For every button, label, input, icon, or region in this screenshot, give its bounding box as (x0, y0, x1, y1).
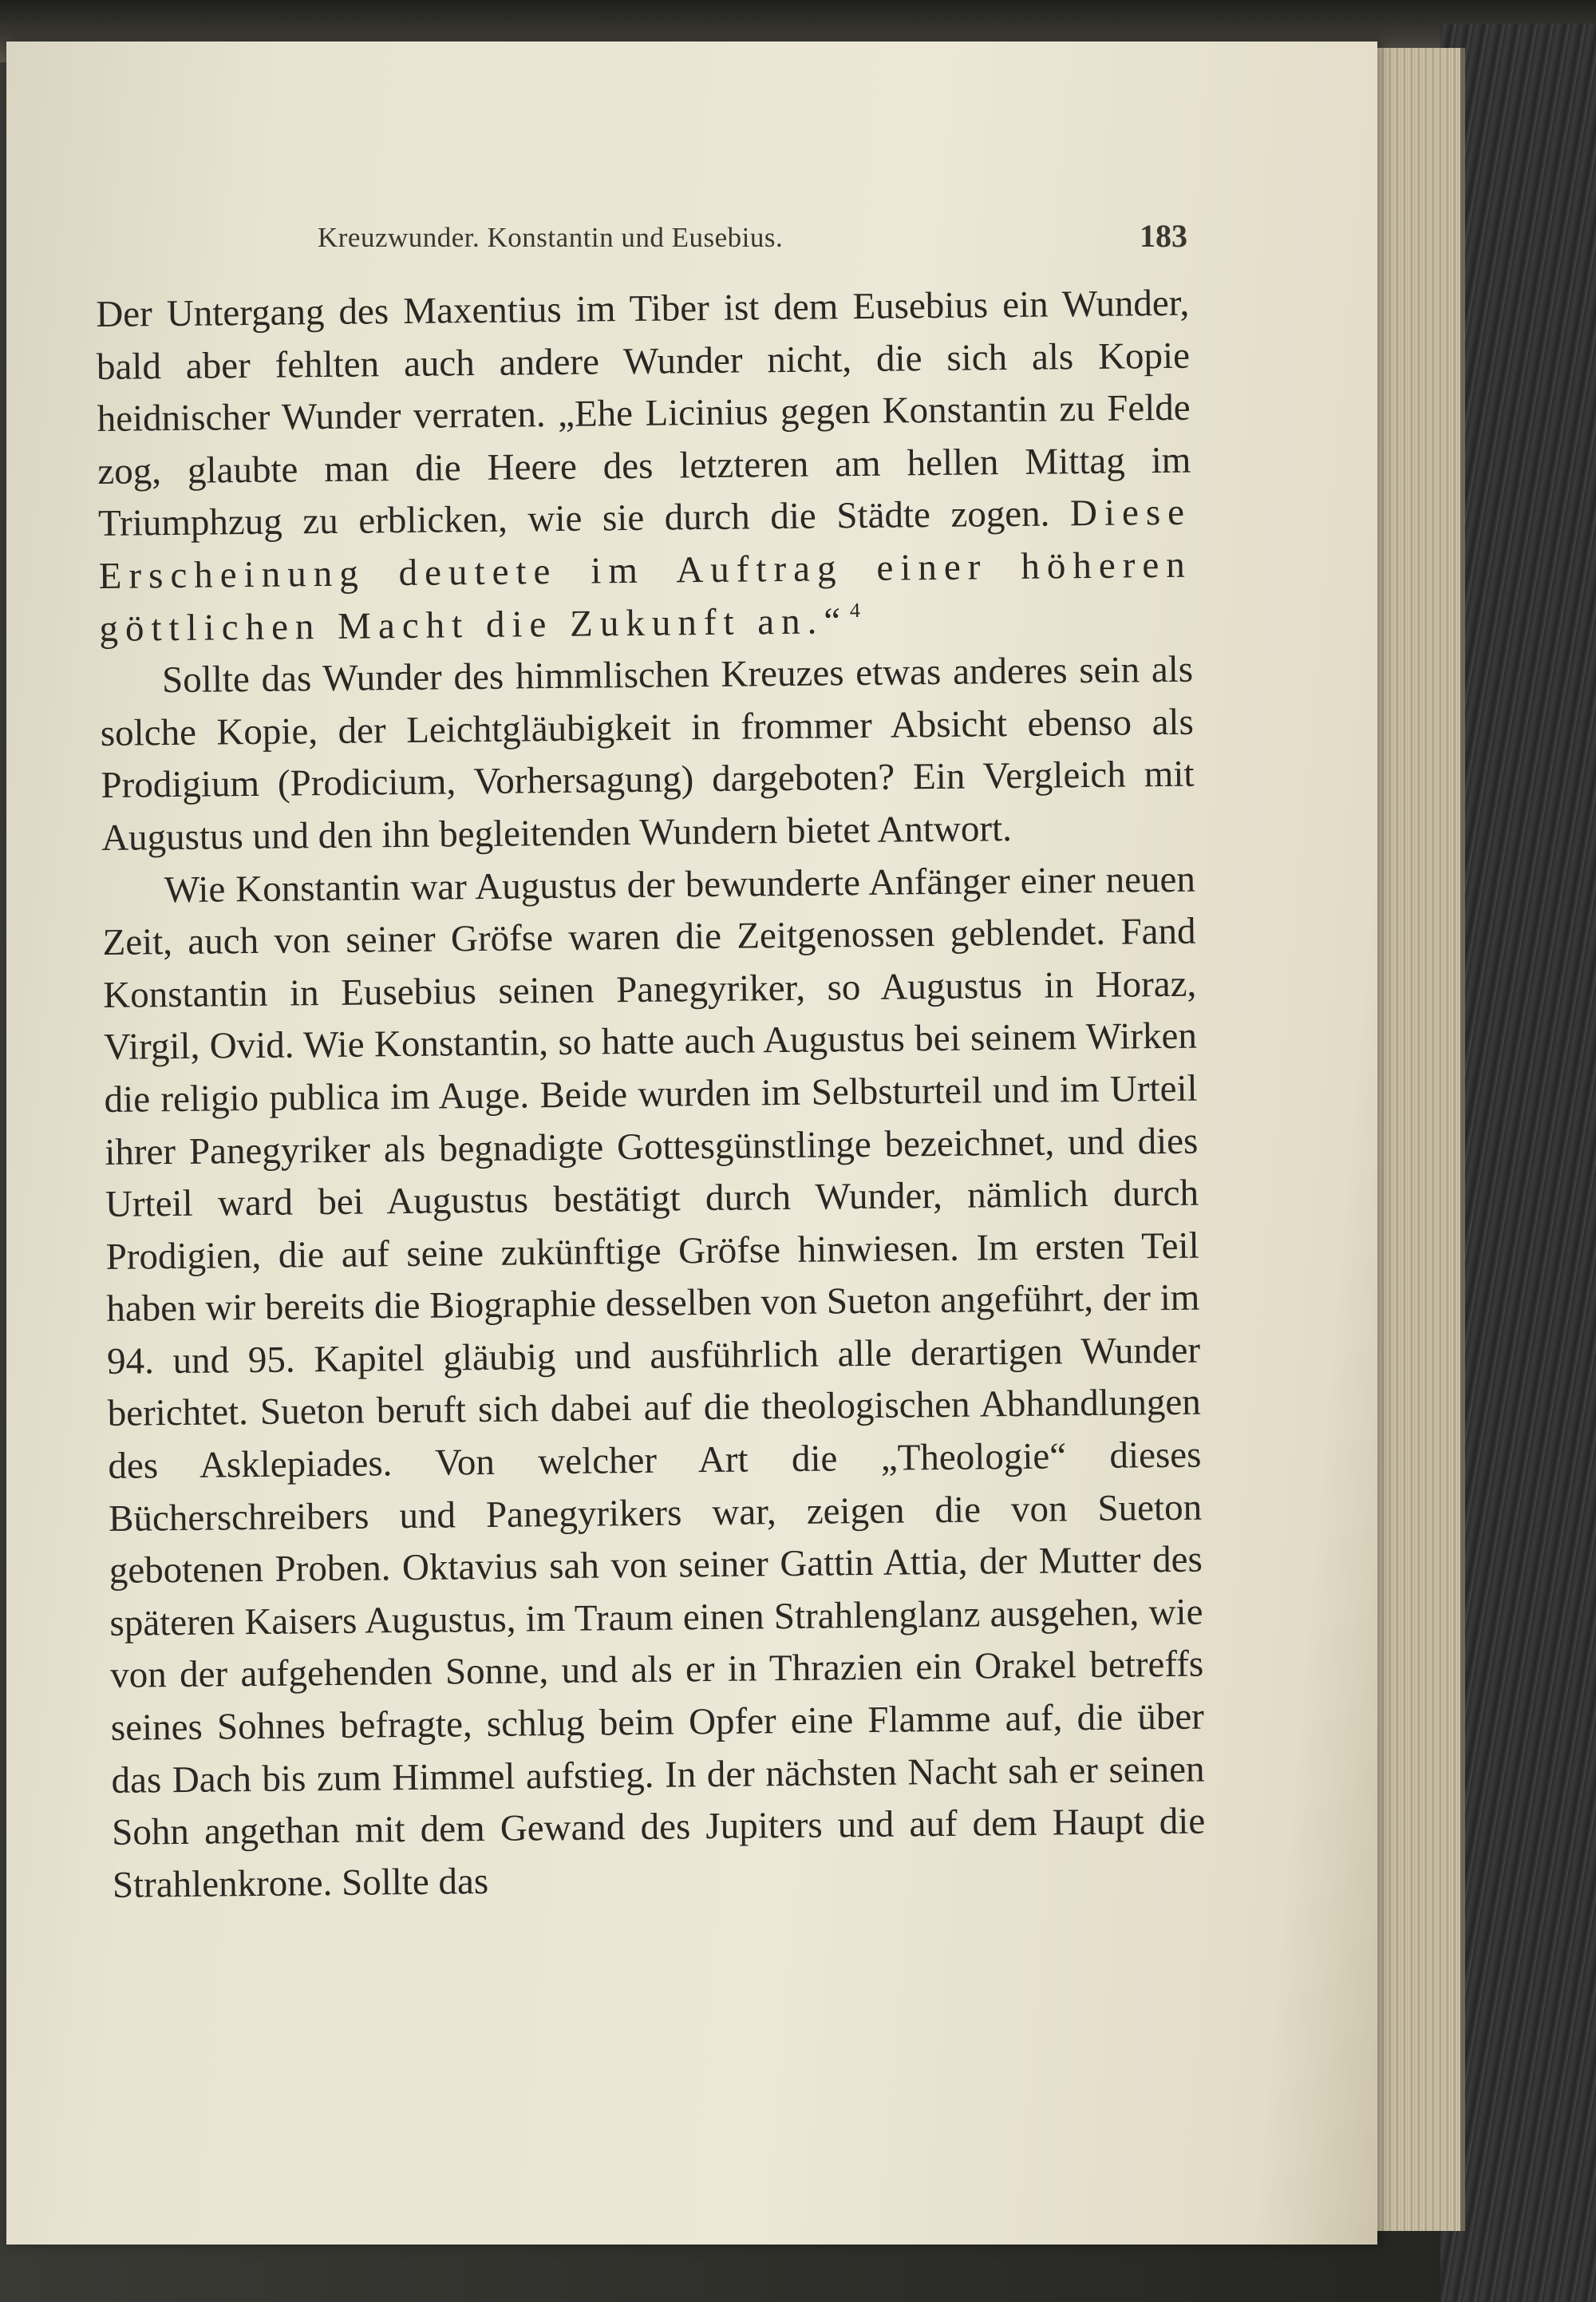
paragraph-1-text: Der Untergang des Maxentius im Tiber ist dem Eusebius ein Wunder, bald aber fehlten auch andere Wunder nicht, die sich als Kopie heidnischer Wunder verraten. „Ehe Licinius gegen Konstantin zu Felde zog, glaubte man die Heere des letzteren am hellen Mittag im Triumphzug zu erblicken, wie sie durch die Städte zogen. (96, 282, 1191, 545)
running-title: Kreuzwunder. Konstantin und Eusebius. (318, 222, 784, 253)
footnote-reference: 4 (849, 598, 861, 622)
paragraph-3: Wie Konstantin war Augustus der bewunderte Anfänger einer neuen Zeit, auch von seiner Gröfse waren die Zeitgenossen geblendet. Fand Konstantin in Eusebius seinen Panegyriker, so Augustus in Horaz, Virgil, Ovid. Wie Konstantin, so hatte auch Augustus bei seinem Wirken die religio publica im Auge. Beide wurden im Selbsturteil und im Urteil ihrer Panegyriker als begnadigte Gottesgünstlinge bezeichnet, und dies Urteil ward bei Augustus bestätigt durch Wunder, nämlich durch Prodigien, die auf seine zukünftige Gröfse hinwiesen. Im ersten Teil haben wir bereits die Biographie desselben von Sueton angeführt, der im 94. und 95. Kapitel gläubig und ausführlich alle derartigen Wunder berichtet. Sueton beruft sich dabei auf die theologischen Abhandlungen des Asklepiades. Von welcher Art die „Theologie“ dieses Bücherschreibers und Panegyrikers war, zeigen die von Sueton gebotenen Proben. Oktavius sah von seiner Gattin Attia, der Mutter des späteren Kaisers Augustus, im Traum einen Strahlenglanz ausgehen, wie von der aufgehenden Sonne, und als er in Thrazien ein Orakel betreffs seines Sohnes befragte, schlug beim Opfer eine Flamme auf, die über das Dach bis zum Himmel aufstieg. In der nächsten Nacht sah er seinen Sohn angethan mit dem Gewand des Jupiters und auf dem Haupt die Strahlenkrone. Sollte das (102, 858, 1206, 1906)
body-text (96, 278, 1206, 1912)
paragraph-1 (96, 278, 1193, 655)
running-head (318, 217, 1187, 265)
page-number: 183 (1140, 218, 1187, 254)
closing-quote: “ (824, 599, 841, 643)
spaced-quotation: Diese Erscheinung deutete im Auftrag einer höheren göttlichen Macht die Zukunft an. (98, 492, 1192, 650)
paragraph-2: Sollte das Wunder des himmlischen Kreuzes etwas anderes sein als solche Kopie, der Leichtgläubigkeit in frommer Absicht ebenso als Prodigium (Prodicium, Vorhersagung) dargeboten? Ein Vergleich mit Augustus und den ihn begleitenden Wundern bietet Antwort. (100, 648, 1195, 859)
book-page (6, 42, 1377, 2245)
